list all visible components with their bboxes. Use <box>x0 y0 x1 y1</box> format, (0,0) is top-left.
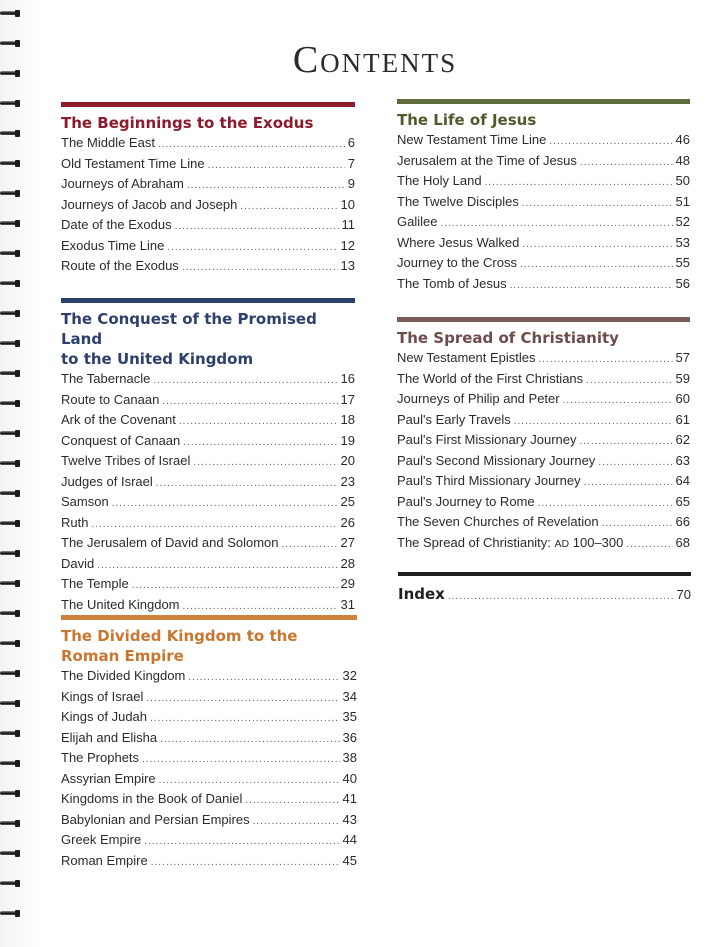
section-heading-line-2: Roman Empire <box>61 647 184 665</box>
entry-title: Kingdoms in the Book of Daniel <box>61 791 243 806</box>
toc-entry[interactable] <box>397 214 690 235</box>
dot-leader <box>510 280 673 291</box>
toc-entry[interactable] <box>397 514 690 535</box>
entry-page-number: 26 <box>340 514 355 530</box>
dot-leader <box>151 857 340 868</box>
binding-ring-icon <box>0 910 24 918</box>
toc-entry[interactable] <box>61 730 357 751</box>
binding-ring-icon <box>0 700 24 708</box>
toc-list <box>61 371 355 617</box>
entry-page-number: 23 <box>340 473 355 489</box>
toc-list-tail <box>397 535 690 556</box>
dot-leader <box>245 795 339 806</box>
section-rule <box>61 102 355 107</box>
entry-title: Ruth <box>61 514 89 530</box>
entry-page-number: 19 <box>340 432 355 448</box>
section-life-of-jesus <box>397 99 690 296</box>
entry-page-number: 48 <box>675 152 690 168</box>
toc-entry[interactable] <box>397 276 690 297</box>
entry-page-number: 55 <box>675 255 690 270</box>
entry-page-number: 10 <box>340 196 355 212</box>
section-heading-line-1: The Divided Kingdom to the <box>61 627 298 645</box>
dot-leader <box>584 477 673 488</box>
entry-page-number: 50 <box>675 173 690 188</box>
entry-title: Judges of Israel <box>61 473 153 489</box>
entry-title: The Twelve Disciples <box>397 193 519 209</box>
entry-title: Kings of Judah <box>61 709 148 724</box>
toc-entry[interactable] <box>61 812 357 833</box>
entry-title: Conquest of Canaan <box>61 432 181 448</box>
toc-entry[interactable] <box>61 689 357 710</box>
dot-leader <box>97 560 337 571</box>
binding-ring-icon <box>0 220 24 228</box>
binding-ring-icon <box>0 520 24 528</box>
section-heading: The Beginnings to the Exodus <box>61 114 314 132</box>
entry-page-number: 28 <box>340 555 355 571</box>
entry-page-number: 31 <box>340 596 355 612</box>
binding-ring-icon <box>0 10 24 18</box>
dot-leader <box>520 259 673 270</box>
entry-title: Jerusalem at the Time of Jesus <box>397 152 577 168</box>
binding-ring-icon <box>0 250 24 258</box>
dot-leader <box>522 239 672 250</box>
entry-page-number: 7 <box>347 155 355 171</box>
section-conquest-to-united-kingdom <box>61 298 355 617</box>
binding-ring-icon <box>0 640 24 648</box>
dot-leader <box>563 395 673 406</box>
entry-title: Assyrian Empire <box>61 770 156 786</box>
entry-title: Journeys of Abraham <box>61 176 184 191</box>
binding-ring-icon <box>0 370 24 378</box>
entry-page-number: 68 <box>675 534 690 550</box>
toc-list <box>397 350 690 535</box>
entry-title: Paul's Second Missionary Journey <box>397 452 596 468</box>
entry-page-number: 6 <box>347 135 355 150</box>
section-beginnings-to-exodus <box>61 102 355 279</box>
entry-page-number: 16 <box>340 371 355 386</box>
dot-leader <box>132 580 338 591</box>
dot-leader <box>179 416 338 427</box>
section-spread-of-christianity <box>397 317 690 555</box>
entry-title: Samson <box>61 494 109 509</box>
entry-title: Exodus Time Line <box>61 237 165 253</box>
toc-entry[interactable] <box>61 412 355 433</box>
binding-ring-icon <box>0 160 24 168</box>
binding-ring-icon <box>0 280 24 288</box>
dot-leader <box>586 375 672 386</box>
toc-entry[interactable] <box>61 791 357 812</box>
page-title: Contents <box>292 39 458 81</box>
entry-page-number: 9 <box>347 176 355 191</box>
section-heading-line-2: to the United Kingdom <box>61 350 254 368</box>
dot-leader <box>240 201 337 212</box>
dot-leader <box>549 136 672 147</box>
dot-leader <box>150 713 340 724</box>
toc-entry[interactable] <box>397 235 690 256</box>
dot-leader <box>182 262 338 273</box>
dot-leader <box>282 539 338 550</box>
dot-leader <box>188 672 339 683</box>
entry-page-number: 40 <box>342 770 357 786</box>
dot-leader <box>183 437 337 448</box>
toc-entry[interactable] <box>61 474 355 495</box>
dot-leader <box>156 478 338 489</box>
toc-entry[interactable] <box>61 832 357 853</box>
entry-page-number: 17 <box>340 391 355 407</box>
dot-leader <box>144 836 339 847</box>
entry-title: Ark of the Covenant <box>61 412 176 427</box>
entry-page-number: 61 <box>675 411 690 427</box>
toc-entry[interactable] <box>61 176 355 197</box>
entry-title: The Seven Churches of Revelation <box>397 514 599 529</box>
entry-page-number: 52 <box>675 214 690 229</box>
entry-page-number: 35 <box>342 709 357 724</box>
entry-title: Route of the Exodus <box>61 258 179 273</box>
entry-title: Galilee <box>397 214 438 229</box>
era-range: 100–300 <box>572 534 624 550</box>
dot-leader <box>253 816 340 827</box>
entry-page-number: 63 <box>675 452 690 468</box>
entry-page-number: 57 <box>675 350 690 365</box>
entry-title: New Testament Time Line <box>397 132 547 147</box>
binding-ring-icon <box>0 760 24 768</box>
section-heading-line-1: The Conquest of the Promised Land <box>61 310 317 348</box>
dot-leader <box>167 242 337 253</box>
entry-page-number: 43 <box>342 811 357 827</box>
entry-page-number: 62 <box>675 432 690 447</box>
binding-ring-icon <box>0 790 24 798</box>
toc-entry[interactable] <box>61 494 355 515</box>
entry-title: Date of the Exodus <box>61 217 172 232</box>
dot-leader <box>522 198 673 209</box>
entry-page-number: 32 <box>342 668 357 683</box>
dot-leader <box>159 775 340 786</box>
dot-leader <box>187 180 345 191</box>
dot-leader <box>158 139 345 150</box>
toc-entry[interactable] <box>61 709 357 730</box>
entry-page-number: 38 <box>342 750 357 765</box>
index-title: Index <box>398 585 445 603</box>
toc-entry[interactable] <box>397 132 690 153</box>
binding-ring-icon <box>0 310 24 318</box>
binding-ring-icon <box>0 460 24 468</box>
binding-ring-icon <box>0 880 24 888</box>
binding-ring-icon <box>0 670 24 678</box>
toc-entry[interactable] <box>397 153 690 174</box>
toc-list <box>397 132 690 296</box>
toc-entry[interactable] <box>397 453 690 474</box>
section-heading: The Spread of Christianity <box>397 329 619 347</box>
section-heading <box>61 309 355 369</box>
binding-ring-icon <box>0 100 24 108</box>
entry-title: David <box>61 555 95 571</box>
toc-entry[interactable] <box>397 350 690 371</box>
toc-entry[interactable] <box>61 515 355 536</box>
dot-leader <box>91 519 337 530</box>
section-heading <box>61 626 357 666</box>
toc-entry[interactable] <box>397 494 690 515</box>
entry-title: Where Jesus Walked <box>397 234 520 250</box>
section-rule <box>398 572 691 576</box>
dot-leader <box>142 754 339 765</box>
binding-ring-icon <box>0 490 24 498</box>
section-rule <box>397 317 690 322</box>
entry-title: The United Kingdom <box>61 596 180 612</box>
entry-title: Elijah and Elisha <box>61 729 158 745</box>
toc-entry[interactable] <box>61 750 357 771</box>
toc-list <box>61 135 355 279</box>
toc-entry[interactable] <box>61 771 357 792</box>
dot-leader <box>160 734 339 745</box>
entry-page-number: 66 <box>675 514 690 529</box>
entry-title-text: The Spread of Christianity: <box>397 534 551 550</box>
entry-title: The Middle East <box>61 135 155 150</box>
era-label: AD <box>554 537 570 550</box>
entry-title: New Testament Epistles <box>397 350 536 365</box>
toc-entry[interactable] <box>397 173 690 194</box>
entry-title: Kings of Israel <box>61 688 144 704</box>
entry-title: The World of the First Christians <box>397 370 584 386</box>
dot-leader <box>146 693 339 704</box>
dot-leader <box>175 221 339 232</box>
toc-entry[interactable] <box>397 391 690 412</box>
entry-page-number: 34 <box>342 688 357 704</box>
entry-page-number: 11 <box>341 217 355 232</box>
entry-title: The Jerusalem of David and Solomon <box>61 535 279 550</box>
binding-ring-icon <box>0 550 24 558</box>
dot-leader <box>539 354 673 365</box>
dot-leader <box>112 498 338 509</box>
entry-page-number: 46 <box>675 132 690 147</box>
entry-page-number: 59 <box>675 370 690 386</box>
binding-ring-icon <box>0 430 24 438</box>
entry-title: Twelve Tribes of Israel <box>61 453 191 468</box>
entry-page-number: 51 <box>675 193 690 209</box>
section-index <box>398 572 691 603</box>
entry-title: Paul's Early Travels <box>397 411 511 427</box>
entry-page-number: 36 <box>342 729 357 745</box>
toc-entry[interactable] <box>397 412 690 433</box>
entry-title: The Holy Land <box>397 173 482 188</box>
toc-entry[interactable] <box>61 371 355 392</box>
dot-leader <box>598 457 672 468</box>
entry-title: Journey to the Cross <box>397 255 517 270</box>
dot-leader <box>208 160 345 171</box>
entry-page-number: 12 <box>340 237 355 253</box>
dot-leader <box>193 457 337 468</box>
entry-page-number: 29 <box>340 576 355 591</box>
index-entry[interactable] <box>398 585 691 603</box>
dot-leader <box>602 518 673 529</box>
entry-page-number: 65 <box>675 493 690 509</box>
toc-entry[interactable] <box>61 597 355 618</box>
entry-title: The Prophets <box>61 750 140 765</box>
section-rule <box>61 298 355 303</box>
dot-leader <box>626 539 672 550</box>
toc-entry[interactable] <box>61 576 355 597</box>
toc-entry[interactable] <box>61 238 355 259</box>
toc-entry[interactable] <box>61 668 357 689</box>
section-heading: The Life of Jesus <box>397 111 537 129</box>
entry-title: Journeys of Jacob and Joseph <box>61 196 238 212</box>
binding-ring-icon <box>0 610 24 618</box>
entry-page-number: 44 <box>342 832 357 847</box>
entry-page-number: 27 <box>340 535 355 550</box>
entry-title <box>397 535 626 550</box>
toc-entry[interactable] <box>61 453 355 474</box>
dot-leader <box>153 375 337 386</box>
toc-entry[interactable] <box>61 535 355 556</box>
entry-title: Roman Empire <box>61 852 148 868</box>
dot-leader <box>485 177 673 188</box>
binding-ring-icon <box>0 400 24 408</box>
binding-ring-icon <box>0 190 24 198</box>
entry-title: Babylonian and Persian Empires <box>61 811 250 827</box>
dot-leader <box>448 591 674 602</box>
dot-leader <box>162 396 337 407</box>
entry-title: The Temple <box>61 576 129 591</box>
toc-entry[interactable] <box>397 535 690 556</box>
binding-ring-icon <box>0 850 24 858</box>
binding-ring-icon <box>0 730 24 738</box>
entry-page-number: 64 <box>675 473 690 488</box>
toc-entry[interactable] <box>61 156 355 177</box>
entry-page-number: 25 <box>340 494 355 509</box>
index-page-number: 70 <box>676 587 691 602</box>
toc-entry[interactable] <box>61 392 355 413</box>
toc-entry[interactable] <box>397 473 690 494</box>
toc-entry[interactable] <box>61 258 355 279</box>
dot-leader <box>538 498 673 509</box>
entry-title: The Tomb of Jesus <box>397 275 507 291</box>
binding-ring-icon <box>0 820 24 828</box>
binding-ring-icon <box>0 130 24 138</box>
toc-entry[interactable] <box>61 217 355 238</box>
entry-page-number: 13 <box>340 258 355 273</box>
entry-title: The Tabernacle <box>61 371 151 386</box>
toc-entry[interactable] <box>397 255 690 276</box>
entry-title: Paul's First Missionary Journey <box>397 432 577 447</box>
entry-page-number: 18 <box>340 412 355 427</box>
dot-leader <box>514 416 673 427</box>
dot-leader <box>440 218 672 229</box>
entry-page-number: 53 <box>675 234 690 250</box>
section-divided-kingdom-to-roman-empire <box>61 615 357 873</box>
entry-title: Greek Empire <box>61 832 142 847</box>
binding-ring-icon <box>0 340 24 348</box>
entry-page-number: 45 <box>342 852 357 868</box>
toc-entry[interactable] <box>61 433 355 454</box>
entry-title: Old Testament Time Line <box>61 155 205 171</box>
toc-entry[interactable] <box>397 194 690 215</box>
toc-entry[interactable] <box>61 135 355 156</box>
toc-entry[interactable] <box>397 371 690 392</box>
section-rule <box>61 615 357 620</box>
section-rule <box>397 99 690 104</box>
entry-title: Paul's Journey to Rome <box>397 493 535 509</box>
entry-page-number: 56 <box>675 275 690 291</box>
entry-title: Route to Canaan <box>61 391 160 407</box>
dot-leader <box>579 436 672 447</box>
entry-title: Paul's Third Missionary Journey <box>397 473 581 488</box>
toc-entry[interactable] <box>61 556 355 577</box>
entry-title: Journeys of Philip and Peter <box>397 391 560 406</box>
binding-ring-icon <box>0 580 24 588</box>
toc-entry[interactable] <box>61 853 357 874</box>
entry-title: The Divided Kingdom <box>61 668 186 683</box>
dot-leader <box>183 601 338 612</box>
entry-page-number: 60 <box>675 391 690 406</box>
toc-list <box>61 668 357 873</box>
dot-leader <box>580 157 673 168</box>
toc-entry[interactable] <box>397 432 690 453</box>
toc-entry[interactable] <box>61 197 355 218</box>
entry-page-number: 41 <box>342 791 357 806</box>
entry-page-number: 20 <box>340 453 355 468</box>
spiral-binding-icon <box>0 10 26 940</box>
